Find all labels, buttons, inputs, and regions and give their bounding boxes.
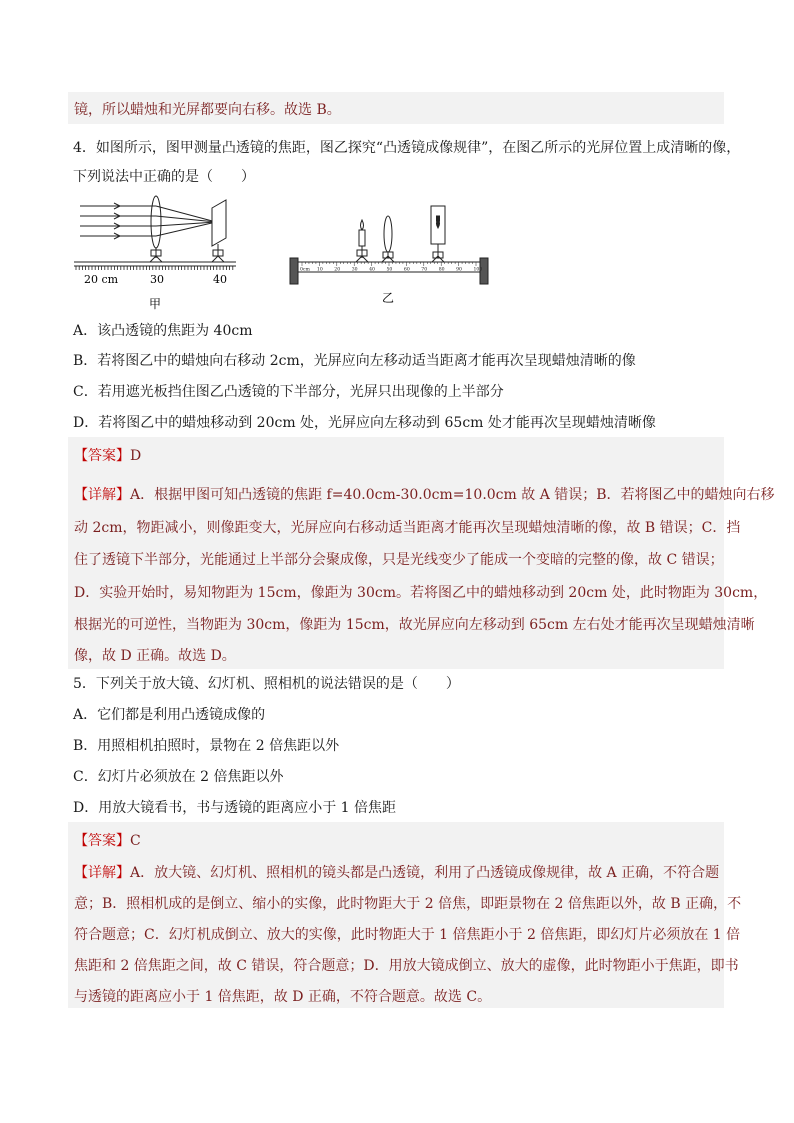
yi-ruler-label: 40 [369, 267, 375, 273]
q5-answer-block [68, 822, 742, 1008]
q4-detail-line: D．实验开始时，易知物距为 15cm，像距为 30cm。若将图乙中的蜡烛移动到 20cm 处，此时物距为 30cm， [74, 585, 768, 601]
q4-detail-line: 住了透镜下半部分，光能通过上半部分会聚成像，只是光线变少了能成一个变暗的完整的像，故 C 错误； [74, 552, 724, 568]
q5-option-b: B．用照相机拍照时，景物在 2 倍焦距以外 [73, 738, 340, 754]
q5-detail-line: 符合题意；C．幻灯机成倒立、放大的实像，此时物距大于 1 倍焦距小于 2 倍焦距，即幻灯片必须放在 1 倍 [74, 927, 741, 943]
q5-answer-value: C [130, 833, 141, 849]
lens [151, 196, 161, 248]
yi-ruler-label: 50 [386, 267, 393, 273]
q5-option-d: D．用放大镜看书，书与透镜的距离应小于 1 倍焦距 [73, 800, 397, 816]
q5-detail-line: 意；B．照相机成的是倒立、缩小的实像，此时物距大于 2 倍焦，即距景物在 2 倍焦距以外，故 B 正确，不 [74, 896, 742, 912]
q5-stem: 5．下列关于放大镜、幻灯机、照相机的说法错误的是（ ） [73, 676, 460, 692]
light-screen [431, 206, 445, 262]
detail-tag: 【详解】 [74, 487, 130, 503]
q5-option-c: C．幻灯片必须放在 2 倍焦距以外 [73, 769, 284, 785]
jia-tick-label: 30 [150, 273, 164, 286]
light-screen [212, 200, 226, 246]
yi-ruler-label: 10 [316, 267, 323, 273]
figure-yi [286, 200, 498, 312]
candle [356, 220, 368, 262]
q4-option-a: A．该凸透镜的焦距为 40cm [73, 323, 253, 339]
yi-ruler-label: 80 [438, 267, 445, 273]
q4-option-d: D．若将图乙中的蜡烛移动到 20cm 处，光屏应向左移动到 65cm 处才能再次呈现蜡烛清晰像 [73, 415, 656, 431]
q4-detail-line: 根据光的可逆性，当物距为 30cm，像距为 15cm，故光屏应向左移动到 65cm 左右处才能再次呈现蜡烛清晰 [74, 617, 755, 633]
answer-tag: 【答案】 [74, 833, 130, 849]
yi-ruler-label: 70 [421, 267, 428, 273]
yi-ruler-label: 60 [403, 267, 410, 273]
yi-ruler-label: 0cm [300, 267, 310, 273]
prev-explanation-line: 镜，所以蜡烛和光屏都要向右移。故选 B。 [74, 102, 341, 118]
yi-ruler-label: 30 [351, 267, 358, 273]
prev-explanation-block [68, 92, 724, 124]
q4-answer-line [74, 445, 718, 465]
yi-caption: 乙 [382, 291, 395, 305]
detail-tag: 【详解】 [74, 865, 130, 881]
q5-option-a: A．它们都是利用凸透镜成像的 [73, 707, 266, 723]
q5-detail-line: 与透镜的距离应小于 1 倍焦距，故 D 正确，不符合题意。故选 C。 [74, 989, 492, 1005]
lens [382, 216, 394, 262]
yi-ruler-label: 90 [456, 267, 462, 273]
q4-answer-value: D [130, 448, 142, 464]
figure-jia [70, 192, 240, 318]
jia-tick-label: 20 cm [84, 273, 119, 286]
q4-answer-block [68, 437, 775, 669]
q4-option-c: C．若用遮光板挡住图乙凸透镜的下半部分，光屏只出现像的上半部分 [73, 384, 504, 400]
yi-ruler-label: 100 [473, 267, 483, 273]
q4-stem-line1: 4．如图所示，图甲测量凸透镜的焦距，图乙探究“凸透镜成像规律”，在图乙所示的光屏位置上成清晰的像， [73, 140, 741, 156]
q4-option-b: B．若将图乙中的蜡烛向右移动 2cm，光屏应向左移动适当距离才能再次呈现蜡烛清晰的像 [73, 353, 636, 369]
yi-ruler-label: 20 [334, 267, 341, 273]
parallel-rays [80, 203, 216, 239]
jia-caption: 甲 [149, 297, 162, 311]
q4-detail-line: 【详解】A．根据甲图可知凸透镜的焦距 f=40.0cm-30.0cm=10.0cm 故 A 错误；B．若将图乙中的蜡烛向右移 [74, 487, 775, 503]
q4-detail-line: 像，故 D 正确。故选 D。 [74, 648, 236, 664]
q4-stem-line2: 下列说法中正确的是（ ） [73, 169, 255, 185]
q4-detail-line: 动 2cm，物距减小，则像距变大，光屏应向右移动适当距离才能再次呈现蜡烛清晰的像，故 B 错误；C．挡 [74, 520, 741, 536]
q5-answer-line [74, 830, 718, 850]
q5-detail-line: 【详解】A．放大镜、幻灯机、照相机的镜头都是凸透镜，利用了凸透镜成像规律，故 A 正确，不符合题 [74, 865, 720, 881]
answer-tag: 【答案】 [74, 448, 130, 464]
jia-tick-label: 40 [213, 273, 227, 286]
q5-detail-line: 焦距和 2 倍焦距之间，故 C 错误，符合题意；D．用放大镜成倒立、放大的虚像，此时物距小于焦距，即书 [74, 958, 739, 974]
